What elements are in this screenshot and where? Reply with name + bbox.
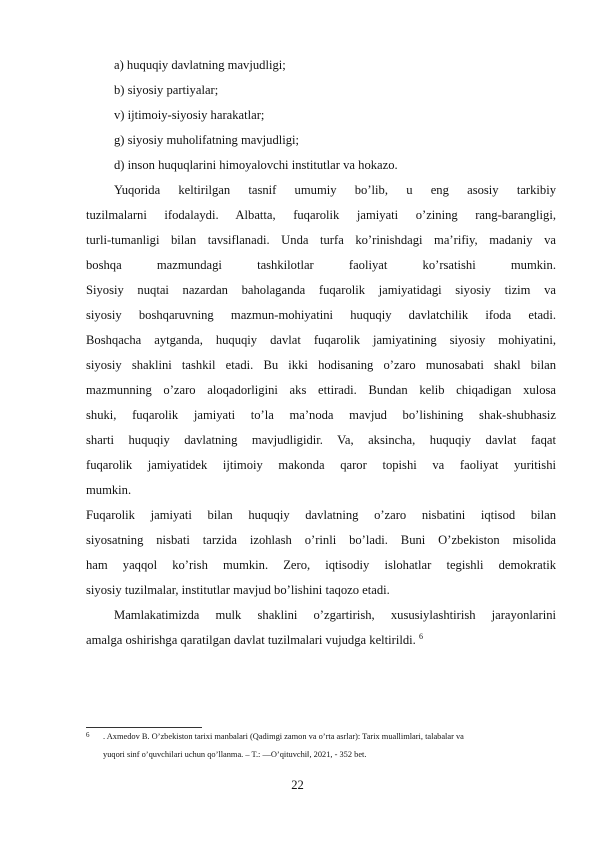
- paragraph-line: amalga oshirishga qaratilgan davlat tuzilmalari vujudga keltirildi.: [86, 633, 416, 647]
- paragraph-line: Siyosiy nuqtai nazardan baholaganda fuqarolik jamiyatidagi siyosiy tizim va: [86, 283, 556, 297]
- paragraph-line: turli-tumanligi bilan tavsiflanadi. Unda turfa ko’rinishdagi ma’rifiy, madaniy va: [86, 233, 556, 247]
- list-item: g) siyosiy muholifatning mavjudligi;: [114, 133, 300, 147]
- paragraph-line: shuki, fuqarolik jamiyati to’la ma’noda mavjud bo’lishining shak-shubhasiz: [86, 408, 556, 422]
- paragraph-line: Yuqorida keltirilgan tasnif umumiy bo’lib, u eng asosiy tarkibiy: [114, 183, 556, 197]
- list-item: b) siyosiy partiyalar;: [114, 83, 219, 97]
- paragraph-line: siyosiy tuzilmalar, institutlar mavjud bo’lishini taqozo etadi.: [86, 583, 390, 597]
- paragraph-line: Fuqarolik jamiyati bilan huquqiy davlatning o’zaro nisbatini iqtisod bilan: [86, 508, 556, 522]
- paragraph-line: Boshqacha aytganda, huquqiy davlat fuqarolik jamiyatining siyosiy mohiyatini,: [86, 333, 556, 347]
- list-item: d) inson huquqlarini himoyalovchi institutlar va hokazo.: [114, 158, 398, 172]
- footnote-reference[interactable]: 6: [418, 631, 423, 641]
- list-item: v) ijtimoiy-siyosiy harakatlar;: [114, 108, 265, 122]
- list-item: a) huquqiy davlatning mavjudligi;: [114, 58, 286, 72]
- paragraph-line: boshqa mazmundagi tashkilotlar faoliyat ko’rsatishi mumkin.: [86, 258, 556, 272]
- paragraph-line: siyosiy shaklini tashkil etadi. Bu ikki hodisaning o’zaro munosabati shakl bilan: [86, 358, 556, 372]
- paragraph-line: Mamlakatimizda mulk shaklini o’zgartirish, xususiylashtirish jarayonlarini: [114, 608, 556, 622]
- paragraph-line: tuzilmalarni ifodalaydi. Albatta, fuqarolik jamiyati o’zining rang-barangligi,: [86, 208, 556, 222]
- paragraph-line: ham yaqqol ko’rish mumkin. Zero, iqtisodiy islohatlar tegishli demokratik: [86, 558, 556, 572]
- paragraph-line: sharti huquqiy davlatning mavjudligidir. Va, aksincha, huquqiy davlat faqat: [86, 433, 556, 447]
- page-number: 22: [291, 778, 304, 792]
- paragraph-line: mazmunning o’zaro aloqadorligini aks ettiradi. Bundan kelib chiqadigan xulosa: [86, 383, 556, 397]
- footnote-text: yuqori sinf o’quvchilari uchun qo’llanma. – T.: ―O’qituvchi‖, 2021, - 352 bet.: [103, 750, 367, 759]
- footnote-number: 6: [86, 731, 90, 739]
- paragraph-line: siyosiy boshqaruvning mazmun-mohiyatini huquqiy davlatchilik ifoda etadi.: [86, 308, 556, 322]
- paragraph-last-line: [86, 632, 556, 648]
- paragraph-line: siyosatning nisbati tarzida izohlash o’rinli bo’ladi. Buni O’zbekiston misolida: [86, 533, 556, 547]
- paragraph-line: mumkin.: [86, 483, 132, 497]
- footnote-text: . Axmedov B. O’zbekiston tarixi manbalari (Qadimgi zamon va o’rta asrlar): Tarix muallimlari, talabalar va: [103, 732, 464, 741]
- paragraph-line: fuqarolik jamiyatidek ijtimoiy makonda qaror topishi va faoliyat yuritishi: [86, 458, 556, 472]
- footnote-divider: [86, 727, 202, 728]
